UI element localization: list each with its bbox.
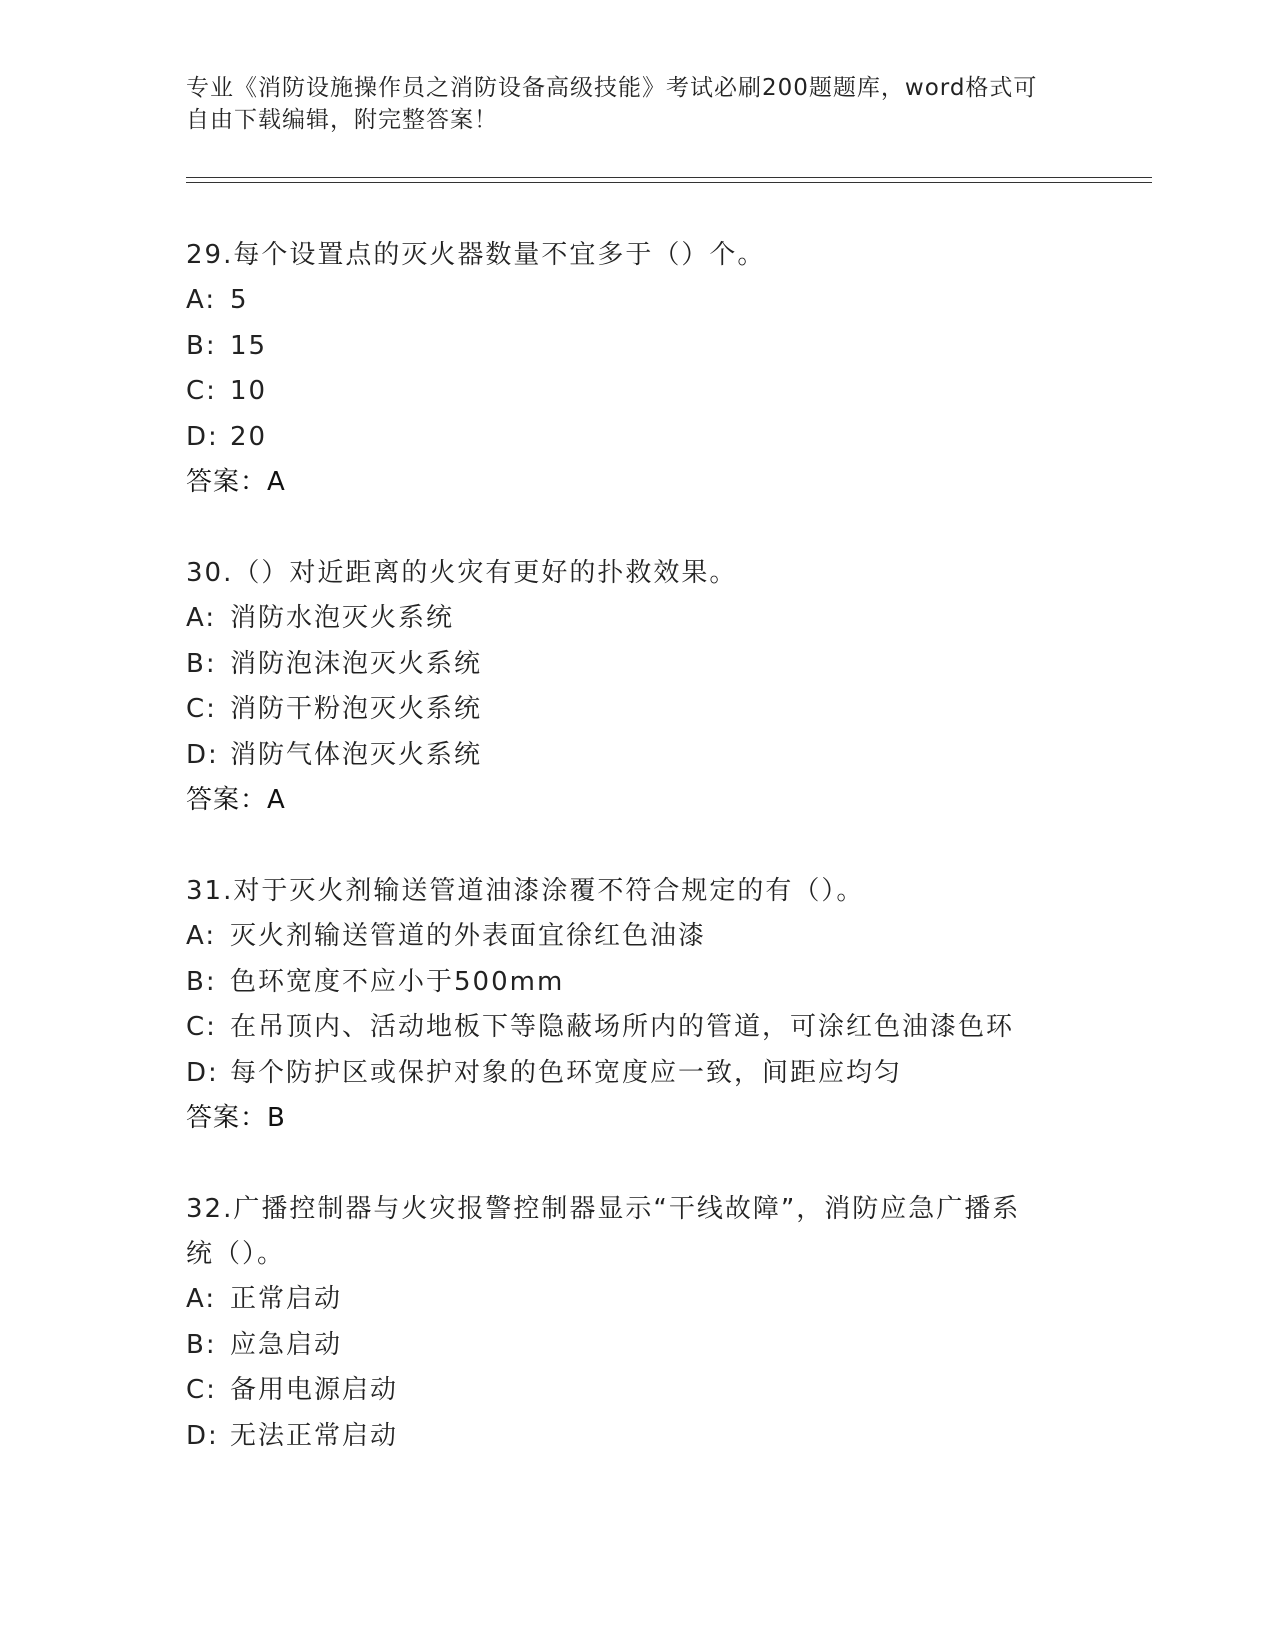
option-text: 每个防护区或保护对象的色环宽度应一致，间距应均匀 xyxy=(230,1057,903,1088)
question-30 xyxy=(186,551,1086,823)
option-key: B: xyxy=(186,330,217,361)
option-text: 消防水泡灭火系统 xyxy=(230,603,455,633)
option-key: A: xyxy=(186,1284,217,1314)
option-text: 正常启动 xyxy=(230,1284,343,1314)
option-b xyxy=(186,642,1086,688)
question-31 xyxy=(186,869,1086,1141)
option-key: B: xyxy=(186,966,217,997)
option-c xyxy=(186,1005,1086,1051)
question-stem: 29.每个设置点的灭火器数量不宜多于（）个。 xyxy=(186,240,766,270)
option-key: D: xyxy=(186,739,219,770)
answer-line: 答案：A xyxy=(186,785,286,815)
option-key: C: xyxy=(186,376,217,406)
option-key: C: xyxy=(186,1375,217,1405)
option-c xyxy=(186,687,1086,733)
question-32 xyxy=(186,1187,1086,1459)
option-b xyxy=(186,960,1086,1006)
option-key: C: xyxy=(186,694,217,724)
option-a xyxy=(186,596,1086,642)
option-text: 15 xyxy=(230,330,268,361)
question-29 xyxy=(186,233,1086,505)
option-text: 消防气体泡灭火系统 xyxy=(230,739,483,770)
option-b xyxy=(186,1323,1086,1369)
option-text: 灭火剂输送管道的外表面宜徐红色油漆 xyxy=(230,921,707,951)
option-text: 消防干粉泡灭火系统 xyxy=(230,694,483,724)
question-stem: 30.（）对近距离的火灾有更好的扑救效果。 xyxy=(186,558,738,588)
option-d xyxy=(186,1051,1086,1097)
option-d xyxy=(186,733,1086,779)
option-key: D: xyxy=(186,421,219,452)
answer-line: 答案：B xyxy=(186,1103,286,1133)
option-a xyxy=(186,914,1086,960)
document-header xyxy=(186,72,1066,136)
option-c xyxy=(186,1368,1086,1414)
option-a xyxy=(186,278,1086,324)
header-divider-bottom xyxy=(186,182,1152,183)
option-text: 色环宽度不应小于500mm xyxy=(230,966,565,997)
option-key: A: xyxy=(186,921,217,951)
option-b xyxy=(186,324,1086,370)
option-text: 20 xyxy=(230,421,268,452)
header-line-1: 专业《消防设施操作员之消防设备高级技能》考试必刷200题题库，word格式可 xyxy=(186,75,1038,101)
option-key: D: xyxy=(186,1420,219,1451)
option-key: D: xyxy=(186,1057,219,1088)
option-text: 5 xyxy=(230,285,249,315)
option-key: B: xyxy=(186,648,217,679)
header-line-2: 自由下载编辑，附完整答案！ xyxy=(186,107,498,133)
question-stem: 31.对于灭火剂输送管道油漆涂覆不符合规定的有（）。 xyxy=(186,876,865,906)
option-text: 消防泡沫泡灭火系统 xyxy=(230,648,483,679)
option-d xyxy=(186,1414,1086,1460)
option-text: 应急启动 xyxy=(230,1329,343,1360)
header-divider-top xyxy=(186,177,1152,178)
option-c xyxy=(186,369,1086,415)
option-key: C: xyxy=(186,1012,217,1042)
answer-line: 答案：A xyxy=(186,467,286,497)
option-text: 无法正常启动 xyxy=(230,1420,399,1451)
option-key: A: xyxy=(186,603,217,633)
option-a xyxy=(186,1277,1086,1323)
option-text: 10 xyxy=(230,376,268,406)
option-text: 在吊顶内、活动地板下等隐蔽场所内的管道，可涂红色油漆色环 xyxy=(230,1012,1015,1042)
option-text: 备用电源启动 xyxy=(230,1375,399,1405)
option-key: B: xyxy=(186,1329,217,1360)
question-stem: 32.广播控制器与火灾报警控制器显示“干线故障”，消防应急广播系统（）。 xyxy=(186,1194,1021,1269)
option-d xyxy=(186,415,1086,461)
option-key: A: xyxy=(186,285,217,315)
